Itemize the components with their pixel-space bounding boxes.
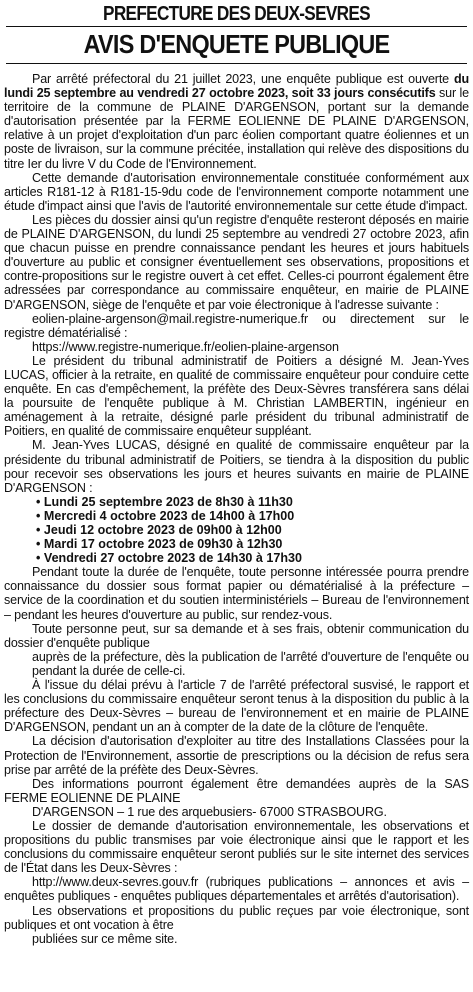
enquiry-period: du lundi 25 septembre au vendredi 27 octobre 2023, soit 33 jours consécutifs — [4, 72, 469, 101]
paragraph-informations: Des informations pourront également être demandées auprès de la SAS FERME EOLIENNE DE PLAINE — [4, 776, 469, 805]
date-item: • Mercredi 4 octobre 2023 de 14h00 à 17h00 — [36, 509, 469, 523]
dates-list — [4, 495, 469, 565]
paragraph-dossier: Les pièces du dossier ainsi qu'un registre d'enquête resteront déposés en mairie de PLAINE D'ARGENSON, du lundi 25 septembre au vendredi 27 octobre 2023, afin que chacun puisse en prendre connaissance pendant les heures et jours habituels d'ouverture au public et consigner éventuellement ses observations, propositions et contre-propositions sur le registre ouvert à cet effet. Celles-ci pourront également être adressées par correspondance au commissaire enquêteur, en mairie de PLAINE D'ARGENSON, siège de l'enquête et par voie électronique à l'adresse suivante : — [4, 212, 469, 312]
divider — [6, 26, 467, 27]
paragraph-arrete: Par arrêté préfectoral du 21 juillet 2023, une enquête publique est ouverte du lundi 25 septembre au vendredi 27 octobre 2023, soit 33 jours consécutifs sur le territoire de la commune de PLAINE D'ARGENSON, portant sur la demande d'autorisation présentée par la FERME EOLIENNE DE PLAINE D'ARGENSON, relative à un projet d'exploitation d'un parc éolien comportant quatre éoliennes et un poste de livraison, sur la commune précitée, installation qui relève des dispositions du titre Ier du livre V du Code de l'Environnement. — [4, 72, 469, 171]
paragraph-rapport: À l'issue du délai prévu à l'article 7 de l'arrêté préfectoral susvisé, le rapport et les conclusions du commissaire enquêteur seront tenus à la disposition du public à la préfecture des Deux-Sèvres – bureau de l'environnement et en mairie de PLAINE D'ARGENSON, pendant un an à compter de la date de la clôture de l'enquête. — [4, 678, 469, 735]
paragraph-communication: Toute personne peut, sur sa demande et à ses frais, obtenir communication du dossier d'enquête publique — [4, 621, 469, 650]
paragraph-commissaire: Le président du tribunal administratif de Poitiers a désigné M. Jean-Yves LUCAS, officier à la retraite, en qualité de commissaire enquêteur pour conduire cette enquête. En cas d'empêchement, la préfète des Deux-Sèvres transférera sans délai la poursuite de l'enquête publique à M. Christian LAMBERTIN, ingénieur en aménagement à la retraite, désigné parle président du tribunal administratif de Poitiers, en qualité de commissaire enquêteur suppléant. — [4, 353, 469, 439]
paragraph-email: eolien-plaine-argenson@mail.registre-numerique.fr ou directement sur le registre dématérialisé : — [4, 311, 469, 340]
paragraph-permanences: M. Jean-Yves LUCAS, désigné en qualité de commissaire enquêteur par la présidente du tribunal administratif de Poitiers, se tiendra à la disposition du public pour recevoir ses observations les jours et heures suivants en mairie de PLAINE D'ARGENSON : — [4, 438, 469, 495]
paragraph-publication: Le dossier de demande d'autorisation environnementale, les observations et propositions du public transmises par voie électronique ainsi que le rapport et les conclusions du commissaire enquêteur seront publiés sur le site internet des services de l'État dans les Deux-Sèvres : — [4, 818, 469, 876]
registry-url: https://www.registre-numerique.fr/eolien-plaine-argenson — [32, 339, 339, 354]
paragraph-address: D'ARGENSON – 1 rue des arquebusiers- 67000 STRASBOURG. — [32, 804, 387, 819]
prefecture-title: PREFECTURE DES DEUX-SEVRES — [103, 3, 370, 25]
date-item: • Vendredi 27 octobre 2023 de 14h30 à 17h30 — [36, 551, 469, 565]
date-item: • Mardi 17 octobre 2023 de 09h30 à 12h30 — [36, 537, 469, 551]
paragraph-site: http://www.deux-sevres.gouv.fr (rubriques publications – annonces et avis – enquêtes publiques - enquêtes publiques départementales et arrêtés d'autorisation). — [4, 875, 469, 904]
paragraph-decision: La décision d'autorisation d'exploiter au titre des Installations Classées pour la Protection de l'Environnement, assortie de prescriptions ou la décision de refus sera prise par arrêté de la préfète des Deux-Sèvres. — [4, 734, 469, 777]
paragraph-observations-cont: publiées sur ce même site. — [32, 931, 178, 946]
paragraph-demande: Cette demande d'autorisation environnementale constituée conformément aux articles R181-12 à R181-15-9du code de l'environnement comporte notamment une étude d'impact ainsi que l'avis de l'autorité environnementale sur cette étude d'impact. — [4, 170, 469, 213]
paragraph-consultation: Pendant toute la durée de l'enquête, toute personne intéressée pourra prendre connaissance du dossier sous format papier ou dématérialisé à la préfecture – service de la coordination et du soutien interministériels – Bureau de l'environnement – pendant les heures d'ouverture au public, sur rendez-vous. — [4, 565, 469, 622]
divider — [6, 63, 467, 64]
paragraph-communication-cont: auprès de la préfecture, dès la publication de l'arrêté d'ouverture de l'enquête ou pendant la durée de celle-ci. — [32, 649, 469, 678]
paragraph-observations: Les observations et propositions du public reçues par voie électronique, sont publiques et ont vocation à être — [4, 903, 469, 932]
date-item: • Jeudi 12 octobre 2023 de 09h00 à 12h00 — [36, 523, 469, 537]
date-item: • Lundi 25 septembre 2023 de 8h30 à 11h30 — [36, 495, 469, 509]
notice-body — [4, 72, 469, 946]
notice-title: AVIS D'ENQUETE PUBLIQUE — [83, 29, 390, 59]
